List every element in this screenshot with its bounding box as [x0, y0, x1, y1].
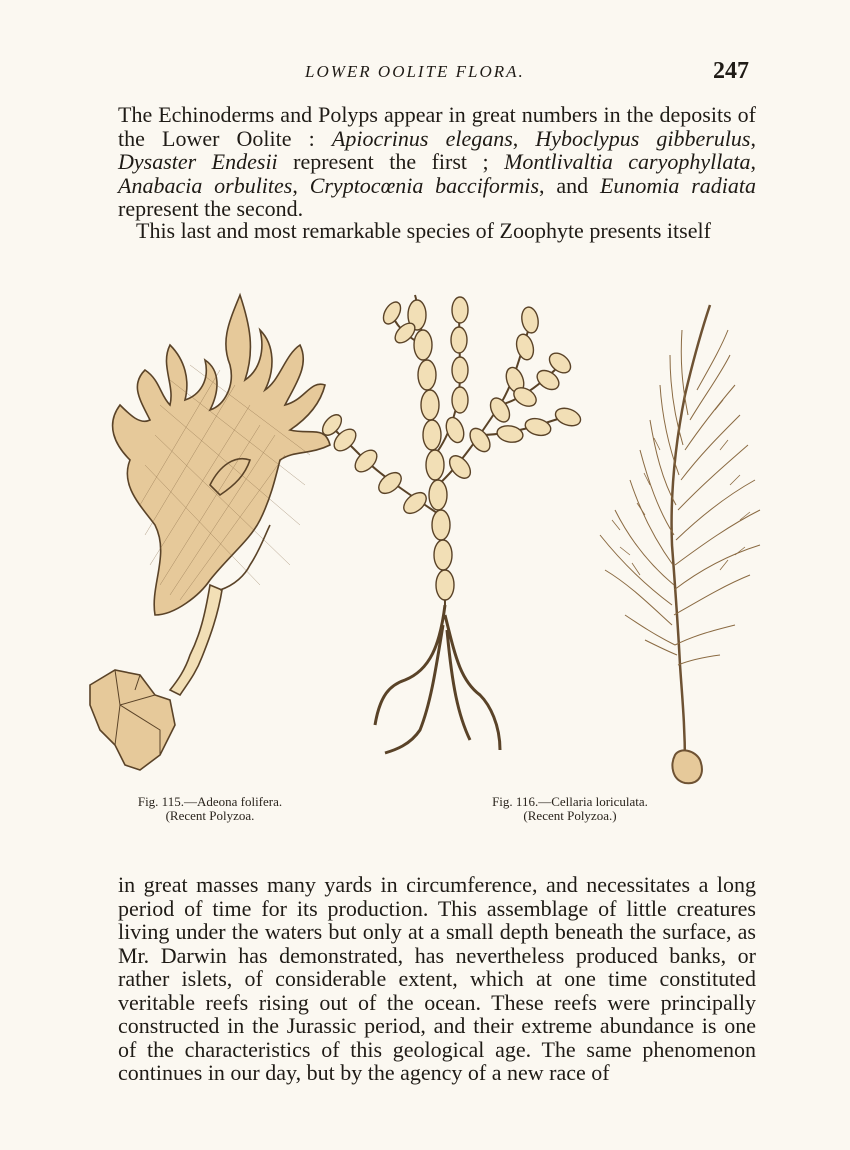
polyzoa-illustration	[60, 285, 790, 795]
plume-stem	[672, 305, 710, 765]
paragraph-echinoderms	[118, 103, 756, 221]
caption-subtitle: (Recent Polyzoa.)	[523, 808, 617, 823]
adeona-base-rock	[90, 670, 175, 770]
species-name: Anabacia orbulites	[118, 172, 293, 198]
cellaria-roots	[375, 605, 500, 753]
plume-holdfast	[672, 750, 701, 783]
paragraph-text	[118, 103, 756, 221]
text-run: ,	[292, 172, 310, 198]
caption-subtitle: (Recent Polyzoa.	[165, 808, 255, 823]
text-run: ,	[750, 149, 756, 174]
running-title: LOWER OOLITE FLORA.	[305, 62, 525, 81]
paragraph-text: This last and most remarkable species of Zoophyte presents itself	[136, 218, 711, 243]
paragraph-reefs	[118, 873, 756, 1085]
caption-title: Fig. 115.—Adeona folifera.	[137, 794, 283, 809]
paragraph-text: in great masses many yards in circumference, and necessitates a long period of time for its production. This assemblage of little creatures living under the waters but only at a small depth beneath the surface, as Mr. Darwin has demonstrated, has nevertheless produced banks, or rather islets, of considerable extent, which at one time constituted veritable reefs rising out of the ocean. These reefs were principally constructed in the Jurassic period, and their extreme abundance is one of the characteristics of this geological age. The same phenomenon continues in our day, but by the agency of a new race of	[118, 872, 756, 1085]
text-run: , and	[539, 172, 600, 198]
page-number: 247	[713, 58, 749, 84]
running-head	[0, 58, 850, 88]
text-run: represent the first ;	[277, 149, 505, 174]
figure-plate	[60, 285, 790, 795]
species-name: Montlivaltia caryophyllata	[504, 149, 751, 174]
species-name: Apiocrinus elegans	[331, 125, 513, 151]
species-name: Eunomia radiata	[599, 172, 756, 198]
plume-fronds	[600, 330, 760, 665]
cellaria-segments	[319, 297, 583, 600]
text-run: represent the second.	[118, 196, 304, 221]
cellaria-loriculata-illustration	[319, 295, 583, 753]
text-run: The Echinoderms and Polyps appear in great numbers in the deposits of the Lower Oolite :	[118, 102, 756, 151]
caption-fig-116	[460, 795, 680, 823]
paragraph-zoophyte	[118, 219, 756, 243]
text-run: ,	[750, 125, 756, 151]
adeona-frond	[113, 295, 330, 615]
adeona-folifera-illustration	[90, 295, 330, 770]
species-name: Cryptocœnia bacciformis	[309, 172, 540, 198]
plumose-polyzoa-illustration	[600, 305, 760, 783]
species-name: Dysaster Endesii	[118, 149, 278, 174]
caption-title: Fig. 116.—Cellaria loriculata.	[492, 794, 648, 809]
text-run: ,	[512, 125, 536, 151]
caption-fig-115	[100, 795, 320, 823]
species-name: Hyboclypus gibberulus	[535, 125, 751, 151]
